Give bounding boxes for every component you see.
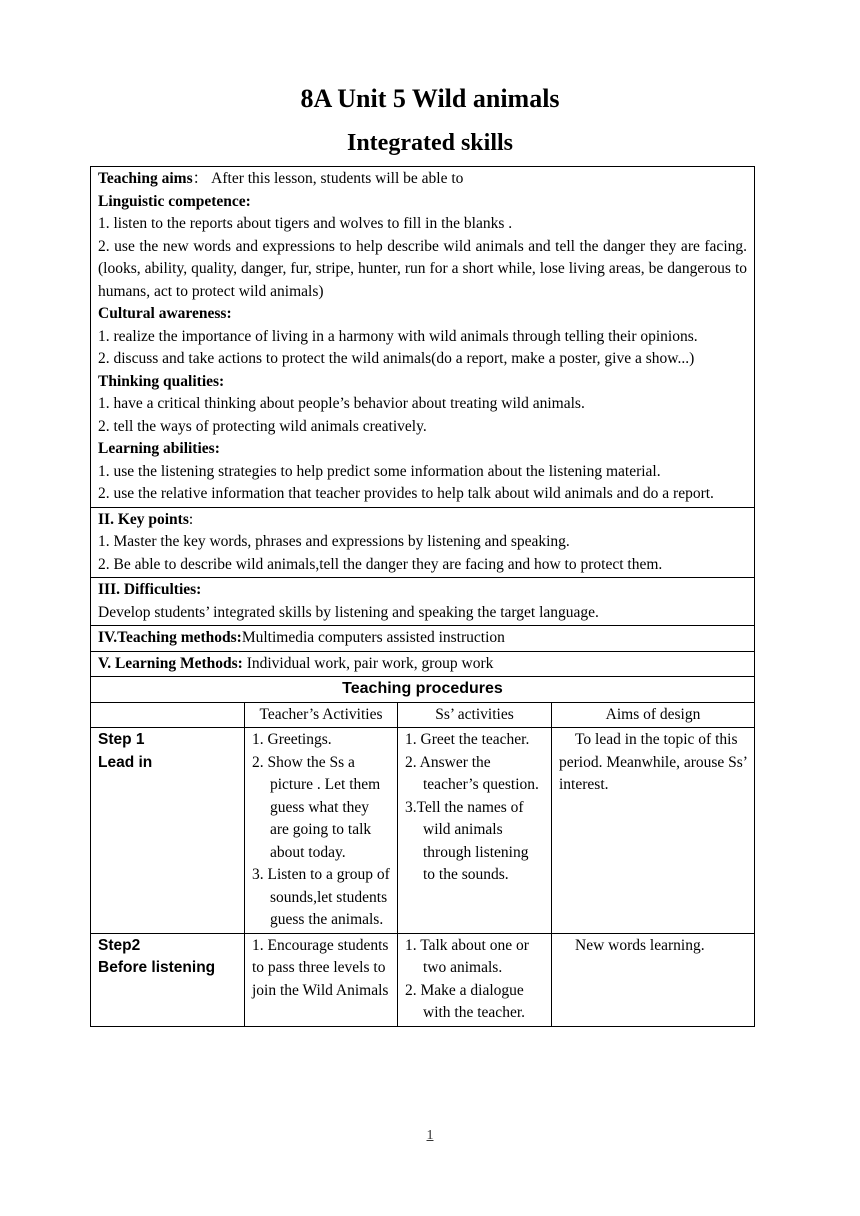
learning-heading: Learning abilities: (98, 440, 220, 457)
key-point-item: 1. Master the key words, phrases and expressions by listening and speaking. (98, 533, 570, 550)
teaching-aims-separator: ： (192, 170, 209, 187)
student-activity: 1. Greet the teacher. (405, 731, 530, 748)
student-activities-cell (398, 933, 552, 1026)
teaching-methods-cell (91, 626, 755, 652)
student-activity: 3.Tell the names of wild animals through listening to the sounds. (405, 798, 529, 883)
document-title: 8A Unit 5 Wild animals (300, 84, 560, 113)
teacher-activity: 1. Greetings. (252, 731, 332, 748)
key-points-label: II. Key points (98, 510, 189, 528)
document-subtitle: Integrated skills (346, 130, 513, 156)
teacher-activities-cell (245, 933, 398, 1026)
step-row (91, 728, 755, 934)
learning-methods-text: Individual work, pair work, group work (242, 654, 494, 672)
step-label-cell (91, 933, 245, 1026)
learning-methods-cell (91, 651, 755, 677)
teaching-methods-row (91, 626, 755, 652)
teacher-activity: 1. Encourage students to pass three levels to join the Wild Animals (252, 936, 389, 999)
teaching-methods-text: Multimedia computers assisted instruction (241, 629, 505, 646)
teacher-activities-cell (245, 728, 398, 934)
difficulties-row (91, 578, 755, 626)
aims-of-design-cell (552, 728, 755, 934)
difficulties-label: III. Difficulties: (98, 581, 202, 598)
key-points-colon: : (188, 510, 194, 528)
aims-of-design-text: To lead in the topic of this period. Meanwhile, arouse Ss’ interest. (559, 731, 747, 793)
thinking-heading: Thinking qualities: (98, 372, 225, 390)
thinking-item: 1. have a critical thinking about people’s behavior about treating wild animals. (98, 395, 585, 412)
student-activity: 2. Make a dialogue with the teacher. (405, 981, 525, 1021)
cultural-item: 2. discuss and take actions to protect the wild animals(do a report, make a poster, give a show...) (98, 350, 695, 367)
column-header-students: Ss’ activities (398, 702, 552, 728)
learning-methods-row (91, 651, 755, 677)
procedures-heading: Teaching procedures (91, 677, 755, 703)
step-label-cell (91, 728, 245, 934)
key-point-item: 2. Be able to describe wild animals,tell the danger they are facing and how to protect them. (98, 555, 663, 573)
learning-item: 2. use the relative information that teacher provides to help talk about wild animals and do a report. (98, 485, 714, 502)
column-header-step (91, 702, 245, 728)
student-activity: 2. Answer the teacher’s question. (405, 753, 539, 793)
teaching-methods-label: IV.Teaching methods: (98, 629, 242, 646)
difficulties-text: Develop students’ integrated skills by listening and speaking the target language. (98, 603, 599, 621)
student-activity: 1. Talk about one or two animals. (405, 936, 529, 976)
aims-of-design-text: New words learning. (575, 936, 705, 954)
cultural-item: 1. realize the importance of living in a harmony with wild animals through telling their opinions. (98, 327, 698, 345)
teaching-aims-row (91, 167, 755, 508)
key-points-row (91, 507, 755, 578)
key-points-cell (91, 507, 755, 578)
procedures-columns-row (91, 702, 755, 728)
teaching-aims-cell (91, 167, 755, 508)
linguistic-item: 1. listen to the reports about tigers and wolves to fill in the blanks . (98, 215, 513, 232)
teacher-activity: 3. Listen to a group of sounds,let students guess the animals. (252, 866, 390, 928)
teaching-aims-label: Teaching aims (98, 170, 193, 187)
column-header-aims: Aims of design (552, 702, 755, 728)
procedures-heading-row (91, 677, 755, 703)
step-subtitle: Lead in (98, 753, 153, 771)
cultural-heading: Cultural awareness: (98, 305, 232, 322)
aims-of-design-cell (552, 933, 755, 1026)
step-title: Step 1 (98, 731, 145, 748)
step-row (91, 933, 755, 1026)
teaching-aims-intro: After this lesson, students will be able to (211, 170, 464, 187)
learning-methods-label: V. Learning Methods: (98, 654, 243, 672)
lesson-plan-table (90, 166, 755, 1027)
difficulties-cell (91, 578, 755, 626)
linguistic-item: 2. use the new words and expressions to help describe wild animals and tell the danger they are facing.(looks, ability, quality, danger, fur, stripe, hunter, run for a short while, lose living areas, be dangerous to humans, act to protect wild animals) (98, 237, 747, 300)
linguistic-heading: Linguistic competence: (98, 192, 251, 210)
learning-item: 1. use the listening strategies to help predict some information about the listening material. (98, 462, 661, 480)
student-activities-cell (398, 728, 552, 934)
page-number: 1 (426, 1128, 434, 1143)
column-header-teacher: Teacher’s Activities (245, 702, 398, 728)
step-subtitle: Before listening (98, 959, 216, 976)
teacher-activity: 2. Show the Ss a picture . Let them guess what they are going to talk about today. (252, 753, 381, 861)
thinking-item: 2. tell the ways of protecting wild animals creatively. (98, 417, 427, 435)
step-title: Step2 (98, 936, 141, 954)
